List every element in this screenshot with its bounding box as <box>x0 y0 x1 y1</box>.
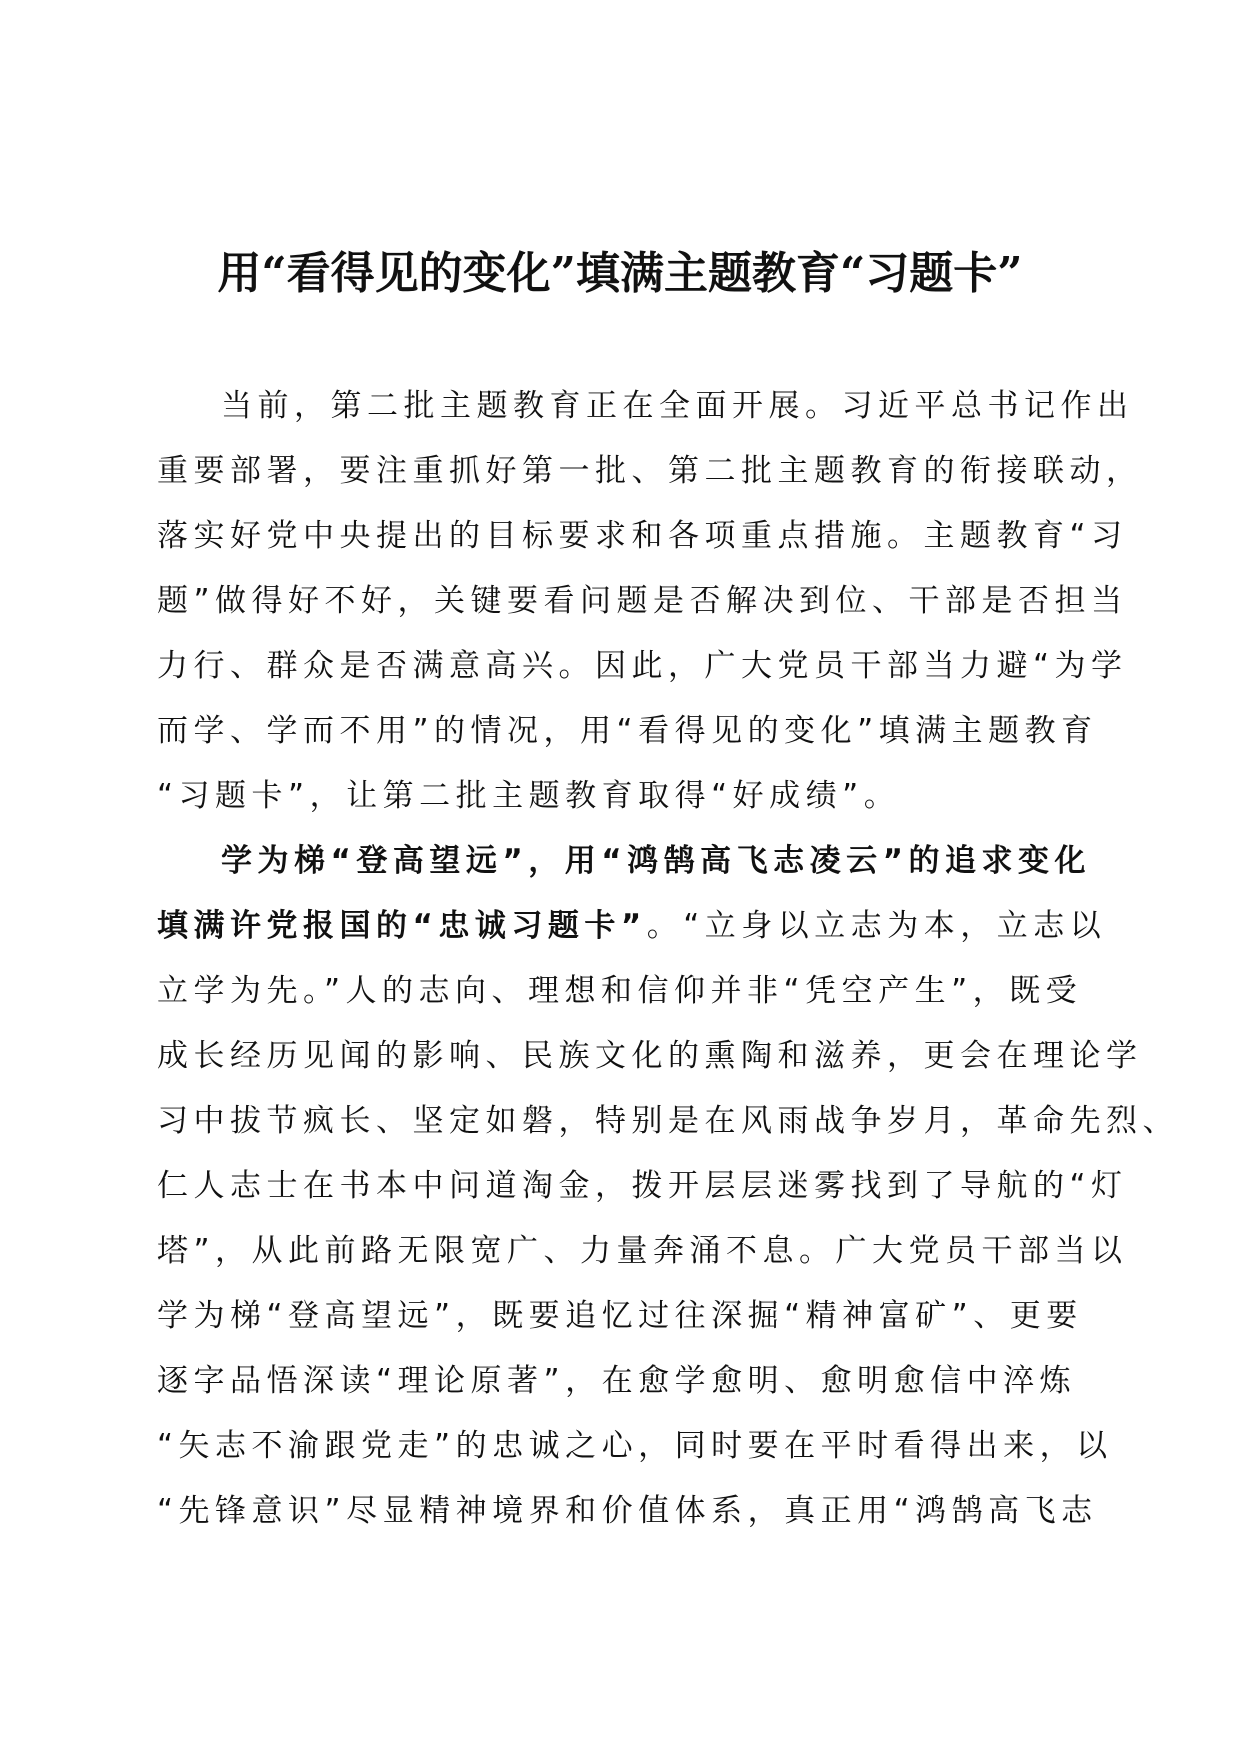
paragraph-line: “矢志不渝跟党走”的忠诚之心，同时要在平时看得出来，以 <box>157 1428 1113 1464</box>
paragraph-line: 立学为先。”人的志向、理想和信仰并非“凭空产生”，既受 <box>157 973 1083 1009</box>
paragraph-line: 成长经历见闻的影响、民族文化的熏陶和滋养，更会在理论学 <box>157 1038 1143 1074</box>
paragraph-line: 当前，第二批主题教育正在全面开展。习近平总书记作出 <box>221 388 1134 424</box>
paragraph-line: 落实好党中央提出的目标要求和各项重点措施。主题教育“习 <box>157 518 1128 554</box>
paragraph-line: 塔”，从此前路无限宽广、力量奔涌不息。广大党员干部当以 <box>157 1233 1128 1269</box>
document-body <box>157 374 1179 1544</box>
paragraph-line: 习中拔节疯长、坚定如磐，特别是在风雨战争岁月，革命先烈、 <box>157 1103 1179 1139</box>
paragraph-line: 仁人志士在书本中问道淘金，拨开层层迷雾找到了导航的“灯 <box>157 1168 1128 1204</box>
document-title: 用“看得见的变化”填满主题教育“习题卡” <box>217 248 1023 299</box>
paragraph-line: “习题卡”，让第二批主题教育取得“好成绩”。 <box>157 778 901 814</box>
section-heading-line: 学为梯“登高望远”，用“鸿鹄高飞志凌云”的追求变化 <box>221 843 1091 879</box>
paragraph-line: 重要部署，要注重抓好第一批、第二批主题教育的衔接联动， <box>157 453 1143 489</box>
paragraph-text: 。“立身以立志为本，立志以 <box>646 908 1107 944</box>
paragraph-line: 而学、学而不用”的情况，用“看得见的变化”填满主题教育 <box>157 713 1098 749</box>
paragraph-line: 学为梯“登高望远”，既要追忆过往深掘“精神富矿”、更要 <box>157 1298 1083 1334</box>
paragraph-line <box>157 894 1107 959</box>
section-heading-text: 填满许党报国的“忠诚习题卡” <box>157 908 647 944</box>
paragraph-line: 逐字品悟深读“理论原著”，在愈学愈明、愈明愈信中淬炼 <box>157 1363 1077 1399</box>
paragraph-line: “先锋意识”尽显精神境界和价值体系，真正用“鸿鹄高飞志 <box>157 1493 1098 1529</box>
paragraph-line: 题”做得好不好，关键要看问题是否解决到位、干部是否担当 <box>157 583 1128 619</box>
paragraph-line: 力行、群众是否满意高兴。因此，广大党员干部当力避“为学 <box>157 648 1128 684</box>
